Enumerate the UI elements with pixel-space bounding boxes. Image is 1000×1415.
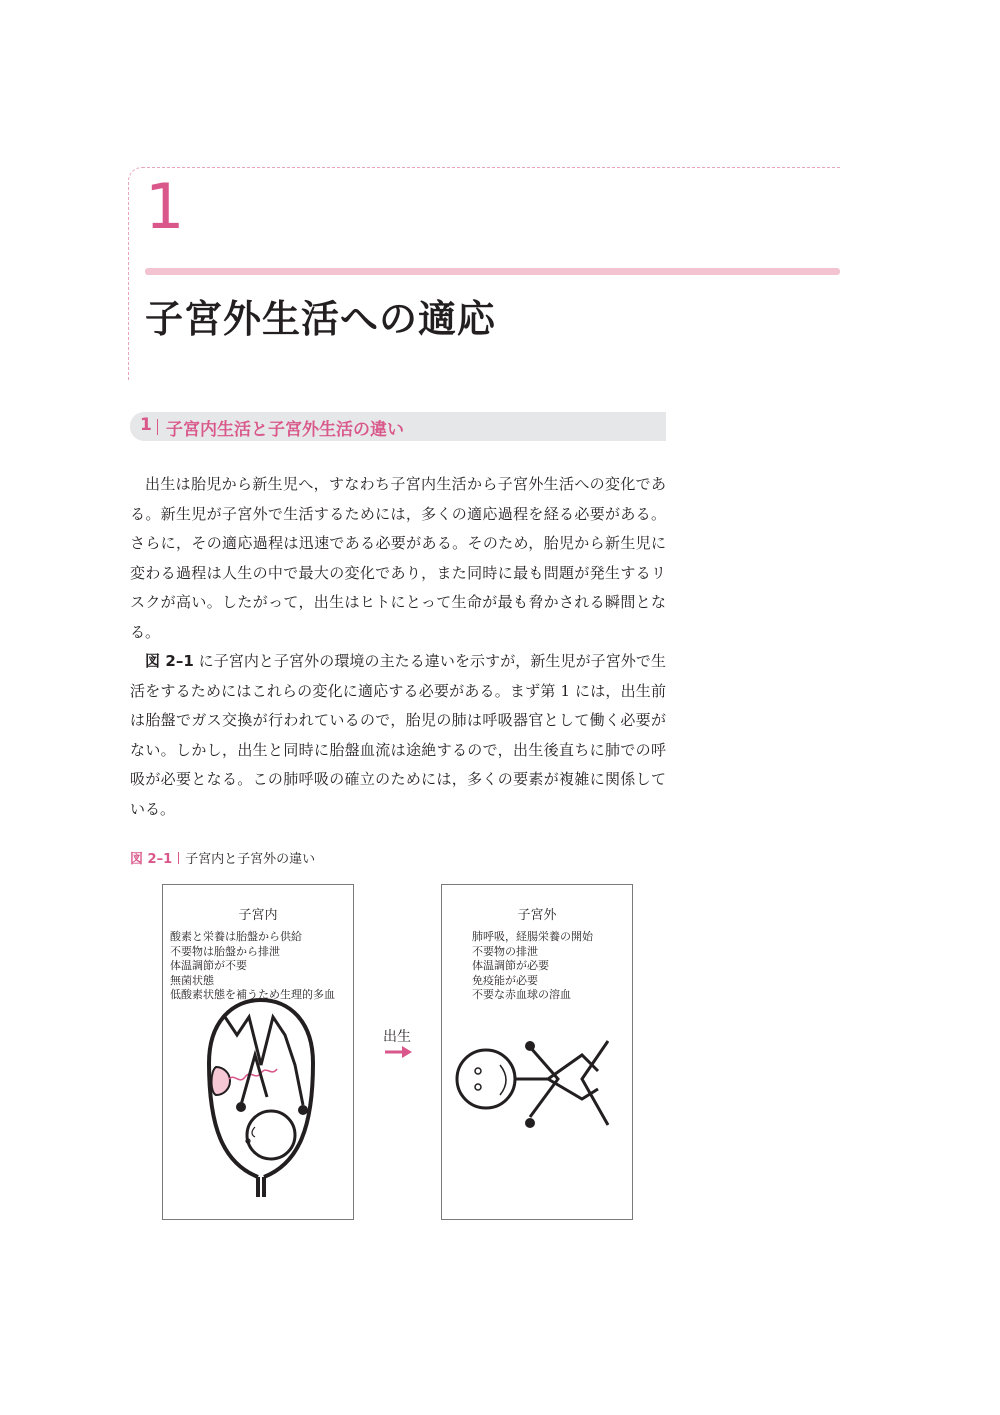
list-item: 体温調節が不要	[170, 959, 247, 972]
list-item: 不要物の排泄	[472, 944, 538, 958]
panel-in-utero-title: 子宮内	[238, 908, 278, 923]
arrow-label: 出生	[383, 1029, 411, 1045]
section-header	[130, 412, 666, 441]
section-title: 子宮内生活と子宮外生活の違い	[166, 420, 404, 440]
body-text	[130, 470, 666, 824]
list-item: 酸素と栄養は胎盤から供給	[170, 930, 302, 943]
caption-separator	[178, 852, 179, 864]
chapter-title: 子宮外生活への適応	[145, 297, 497, 341]
list-item: 無菌状態	[170, 973, 214, 987]
figure-reference: 図 2–1	[145, 652, 194, 670]
paragraph-2-text: に子宮内と子宮外の環境の主たる違いを示すが，新生児が子宮外で生活をするためにはこれらの変化に適応する必要がある。まず第 1 には，出生前は胎盤でガス交換が行われているので，胎児の肺は呼吸器官として働く必要がない。しかし，出生と同時に胎盤血流は途絶するので，出生後直ちに肺での呼吸が必要となる。この肺呼吸の確立のためには，多くの要素が複雑に関係している。	[130, 652, 666, 818]
list-item: 不要物は胎盤から排泄	[170, 944, 280, 958]
figure-caption	[130, 848, 315, 867]
figure-label: 図 2–1	[130, 852, 173, 867]
uterus-fetus-illustration	[163, 885, 353, 1219]
list-item: 免疫能が必要	[472, 973, 538, 987]
list-item: 肺呼吸，経腸栄養の開始	[472, 930, 593, 943]
panel-ex-utero	[441, 884, 633, 1220]
newborn-illustration	[442, 885, 632, 1219]
list-item: 体温調節が必要	[472, 959, 549, 972]
section-number: 1	[140, 415, 152, 435]
list-item: 不要な赤血球の溶血	[472, 988, 571, 1001]
figure-caption-text: 子宮内と子宮外の違い	[185, 852, 316, 867]
section-separator	[157, 419, 158, 435]
chapter-divider	[145, 268, 840, 275]
paragraph-1: 出生は胎児から新生児へ，すなわち子宮内生活から子宮外生活への変化である。新生児が子宮外で生活するためには，多くの適応過程を経る必要がある。さらに，その適応過程は迅速である必要がある。そのため，胎児から新生児に変わる過程は人生の中で最大の変化であり，また同時に最も問題が発生するリスクが高い。したがって，出生はヒトにとって生命が最も脅かされる瞬間となる。	[130, 475, 666, 641]
paragraph-2	[130, 647, 666, 824]
arrow-right-icon	[384, 1045, 414, 1059]
panel-ex-utero-title: 子宮外	[517, 908, 557, 923]
panel-in-utero	[162, 884, 354, 1220]
list-item: 低酸素状態を補うため生理的多血	[170, 988, 335, 1001]
chapter-number: 1	[145, 170, 185, 243]
